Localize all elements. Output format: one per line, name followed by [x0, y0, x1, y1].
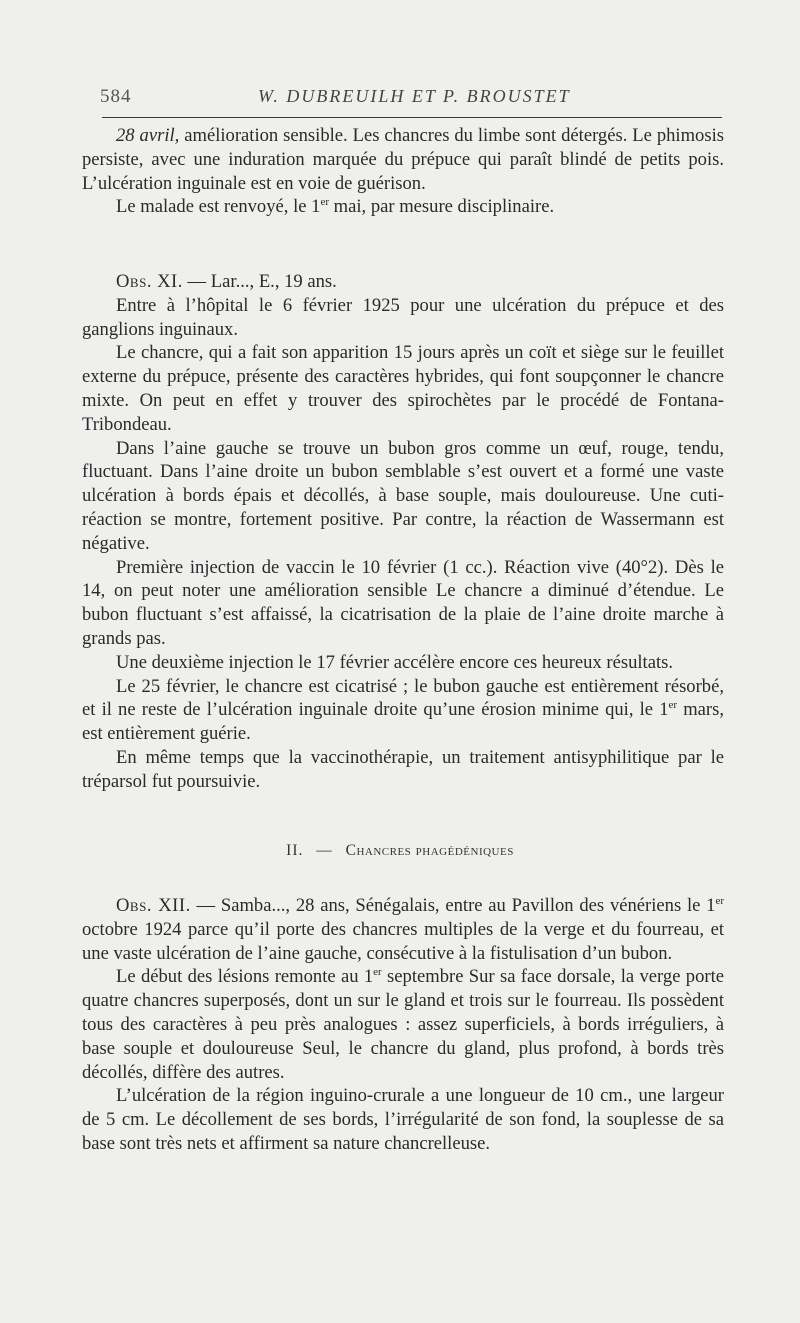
section-heading [0, 842, 800, 860]
section-numeral: II. [286, 842, 304, 859]
section-dash: — [316, 842, 333, 859]
paragraph [82, 195, 724, 219]
superscript: er [373, 966, 382, 979]
text-block-1 [82, 124, 724, 219]
paragraph-text: — Samba..., 28 ans, Sénégalais, entre au Pavillon des vénériens le 1 [190, 895, 716, 916]
page-header [100, 84, 722, 114]
paragraph [82, 894, 724, 965]
paragraph-text: Le début des lésions remonte au 1 [116, 966, 374, 988]
observation-label: Obs. XII. [116, 895, 191, 916]
paragraph [82, 675, 724, 746]
observation-heading [82, 270, 724, 294]
superscript: er [715, 894, 724, 907]
paragraph: Entre à l’hôpital le 6 février 1925 pour une ulcération du prépuce et des ganglions inguinaux. [82, 294, 724, 340]
paragraph-text: mars, est entièrement guérie. [82, 699, 724, 745]
paragraph [82, 124, 724, 195]
paragraph: Première injection de vaccin le 10 février (1 cc.). Réaction vive (40°2). Dès le 14, on peut noter une amélioration sensible Le chancre a diminué d’étendue. Le bubon fluctuant s’est affaissé, la cicatrisation de la plaie de l’aine droite marche à grands pas. [82, 556, 724, 649]
paragraph: En même temps que la vaccinothérapie, un traitement antisyphilitique par le tréparsol fut poursuivie. [82, 746, 724, 792]
paragraph: Une deuxième injection le 17 février accélère encore ces heureux résultats. [116, 651, 674, 673]
paragraph: Le chancre, qui a fait son apparition 15 jours après un coït et siège sur le feuillet externe du prépuce, présente des caractères hybrides, qui font soupçonner le chancre mixte. On peut en effet y trouver des spirochètes par le procédé de Fontana-Tribondeau. [82, 342, 724, 435]
paragraph-text: octobre 1924 parce qu’il porte des chancres multiples de la verge et du fourreau, et une vaste ulcération de l’aine gauche, consécutive à la fistulisation d’un bubon. [82, 918, 724, 964]
paragraph: L’ulcération de la région inguino-crurale a une longueur de 10 cm., une largeur de 5 cm. Le décollement de ses bords, l’irrégularité de son fond, la souplesse de sa base sont très nets et affirment sa nature chancrelleuse. [82, 1085, 724, 1154]
paragraph: Dans l’aine gauche se trouve un bubon gros comme un œuf, rouge, tendu, fluctuant. Dans l’aine droite un bubon semblable s’est ouvert et a formé une vaste ulcération à bords épais et décollés, à base souple, mais douloureuse. Une cuti-réaction se montre, fortement positive. Par contre, la réaction de Wassermann est négative. [82, 437, 724, 554]
running-head: W. DUBREUILH ET P. BROUSTET [258, 86, 571, 106]
text-block-obs-11 [82, 270, 724, 794]
observation-heading-text: — Lar..., E., 19 ans. [182, 271, 337, 292]
paragraph-text: mai, par mesure disciplinaire. [329, 196, 555, 218]
superscript: er [320, 196, 329, 209]
page-number: 584 [100, 86, 132, 107]
superscript: er [668, 699, 678, 712]
date-italic: 28 avril, [116, 125, 180, 146]
paragraph-text: Le malade est renvoyé, le 1 [116, 196, 321, 218]
observation-label: Obs. XI. [116, 271, 183, 292]
text-block-obs-12 [82, 894, 724, 1156]
paragraph [82, 965, 724, 1084]
paragraph-text: Le 25 février, le chancre est cicatrisé ; le bubon gauche est entièrement résorbé, et il ne reste de l’ulcération inguinale droite qu’une érosion minime qui, le 1 [82, 675, 724, 721]
paragraph-text: septembre Sur sa face dorsale, la verge porte quatre chancres superposés, dont un sur le gland et trois sur le fourreau. Ils possèdent tous des caractères à peu près analogues : assez superficiels, à bords irréguliers, à base souple et douloureuse Seul, le chancre du gland, plus profond, à bords très décollés, diffère des autres. [82, 966, 724, 1083]
paragraph-text: amélioration sensible. Les chancres du limbe sont détergés. Le phimosis persiste, avec une induration marquée du prépuce qui paraît blindé de petits pois. L’ulcération inguinale est en voie de guérison. [82, 125, 724, 194]
header-rule [102, 117, 722, 118]
section-title: Chancres phagédéniques [345, 842, 514, 859]
